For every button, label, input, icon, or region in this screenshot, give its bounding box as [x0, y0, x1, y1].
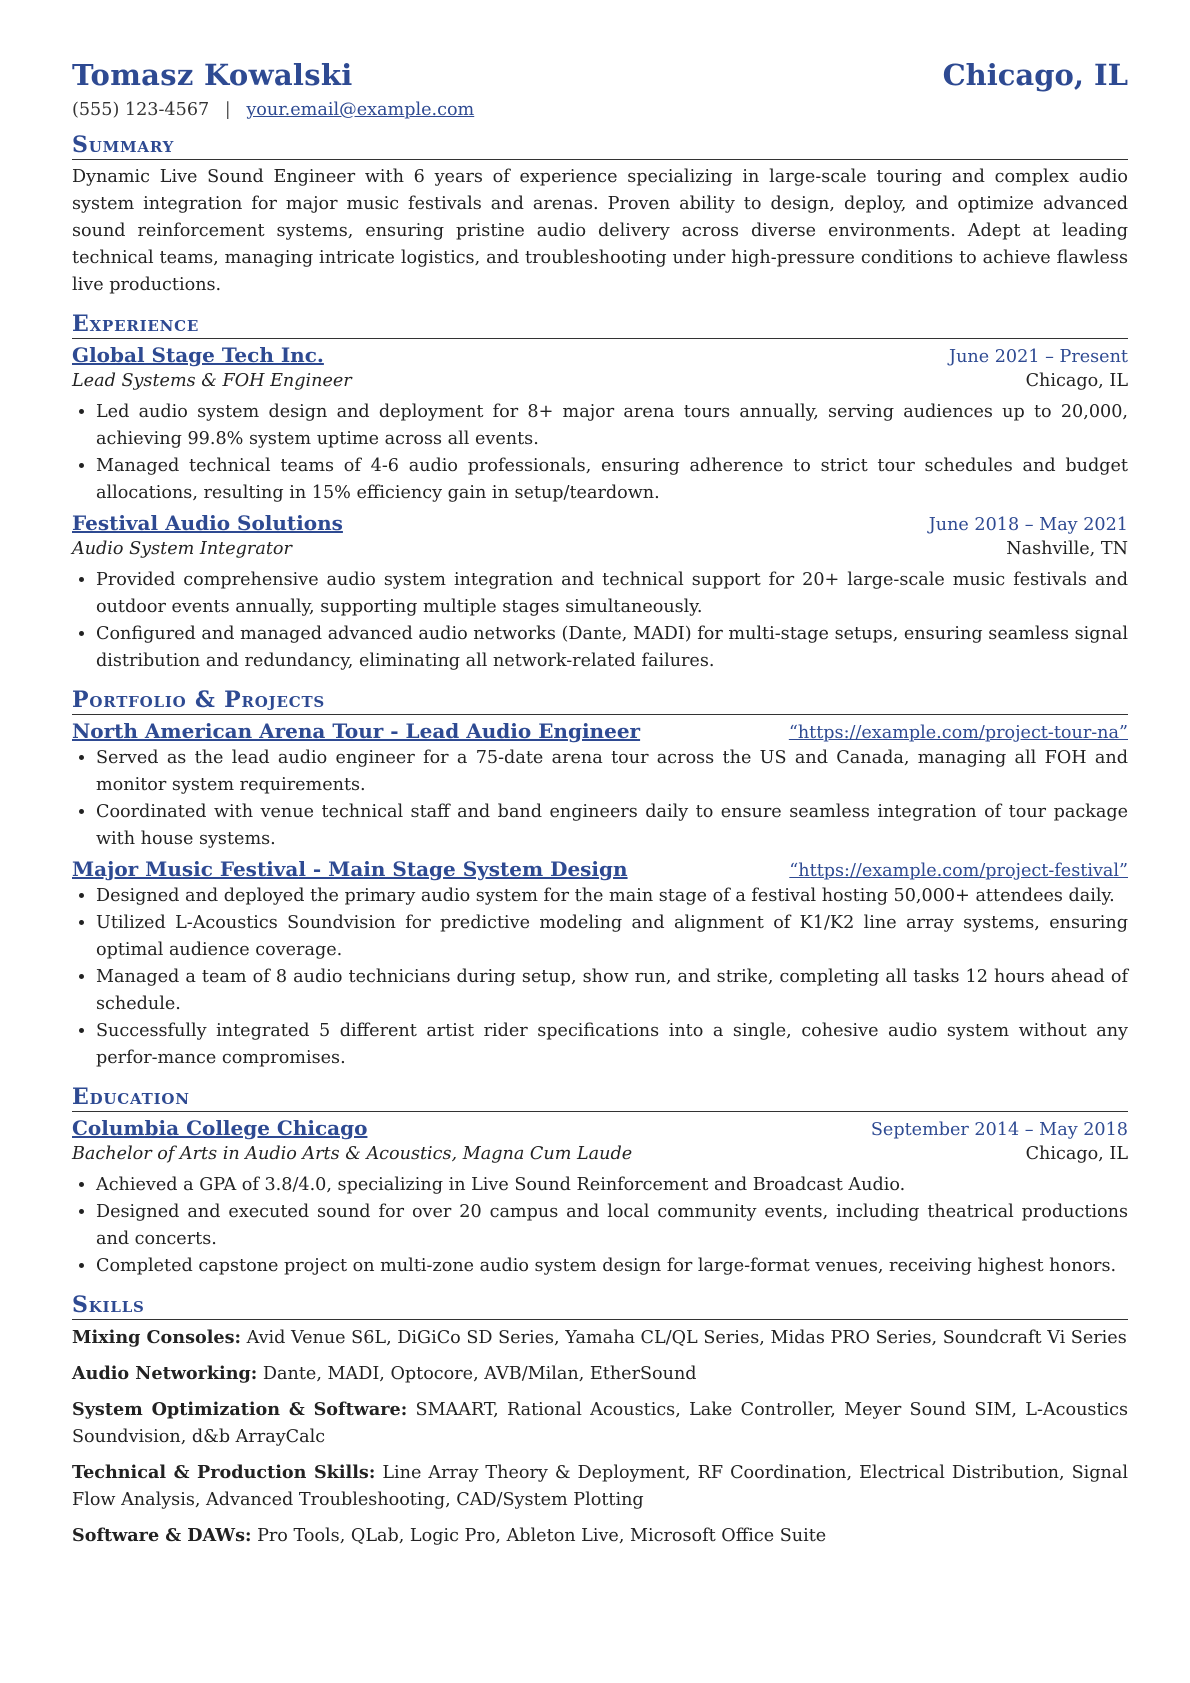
job-bullets [72, 567, 1128, 675]
degree-title: Bachelor of Arts in Audio Arts & Acoustics, Magna Cum Laude [72, 1144, 633, 1164]
list-item: • Managed technical teams of 4-6 audio professionals, ensuring adherence to strict tour schedules and budget allocations, resulting in 15% efficiency gain in setup/teardown. [96, 453, 1128, 507]
list-item: • Served as the lead audio engineer for a 75-date arena tour across the US and Canada, managing all FOH and monitor system requirements. [96, 745, 1128, 799]
summary-text: Dynamic Live Sound Engineer with 6 years of experience specializing in large-scale touring and complex audio system integration for major music festivals and arenas. Proven ability to design, deploy, and optimize advanced sound reinforcement systems, ensuring pristine audio delivery across diverse environments. Adept at leading technical teams, managing intricate logistics, and troubleshooting under high-pressure conditions to achieve flawless live productions. [72, 167, 1128, 295]
list-item: • Led audio system design and deployment for 8+ major arena tours annually, serving audiences up to 20,000, achieving 99.8% system uptime across all events. [96, 399, 1128, 453]
skills-list [72, 1324, 1128, 1550]
education-section [72, 1084, 1128, 1280]
skills-section [72, 1292, 1128, 1550]
job-location: Chicago, IL [1025, 371, 1128, 391]
skill-row [72, 1324, 1128, 1352]
list-item: • Coordinated with venue technical staff and band engineers daily to ensure seamless integration of tour package with house systems. [96, 799, 1128, 853]
summary-section [72, 132, 1128, 299]
list-item: • Designed and deployed the primary audio system for the main stage of a festival hosting 50,000+ attendees daily. [96, 883, 1128, 910]
projects-section [72, 687, 1128, 1072]
contact-separator: | [224, 100, 231, 120]
resume-page [72, 58, 1128, 1550]
project-title[interactable]: North American Arena Tour - Lead Audio Engineer [72, 719, 641, 743]
company-name[interactable]: Festival Audio Solutions [72, 511, 343, 535]
skill-row [72, 1459, 1128, 1514]
education-dates: September 2014 – May 2018 [870, 1120, 1128, 1140]
candidate-name: Tomasz Kowalski [72, 58, 353, 92]
list-item: • Designed and executed sound for over 20 campus and local community events, including theatrical productions and concerts. [96, 1199, 1128, 1253]
section-title-skills: Skills [72, 1292, 1128, 1320]
skill-label: Software & DAWs: [72, 1525, 252, 1546]
skill-row [72, 1522, 1128, 1550]
project-bullets [72, 745, 1128, 853]
section-title-summary: Summary [72, 132, 1128, 160]
company-name[interactable]: Global Stage Tech Inc. [72, 343, 324, 367]
job-bullets [72, 399, 1128, 507]
skill-label: System Optimization & Software: [72, 1399, 408, 1420]
experience-section [72, 311, 1128, 675]
skill-label: Audio Networking: [72, 1363, 258, 1384]
list-item: • Achieved a GPA of 3.8/4.0, specializing in Live Sound Reinforcement and Broadcast Audio. [96, 1172, 1128, 1199]
email-link[interactable]: your.email@example.com [246, 100, 475, 120]
experience-entry [72, 511, 1128, 675]
skill-value: Dante, MADI, Optocore, AVB/Milan, EtherSound [262, 1364, 697, 1384]
section-title-projects: Portfolio & Projects [72, 687, 1128, 715]
skill-value: SMAART, Rational Acoustics, Lake Controller, Meyer Sound SIM, L-Acoustics Soundvision, d&b ArrayCalc [72, 1400, 1129, 1447]
job-dates: June 2021 – Present [949, 347, 1128, 367]
section-title-education: Education [72, 1084, 1128, 1112]
skill-row [72, 1396, 1128, 1451]
candidate-location: Chicago, IL [942, 58, 1128, 92]
education-entry [72, 1116, 1128, 1280]
school-name[interactable]: Columbia College Chicago [72, 1116, 368, 1140]
project-entry [72, 857, 1128, 1072]
skill-value: Pro Tools, QLab, Logic Pro, Ableton Live, Microsoft Office Suite [257, 1526, 827, 1546]
project-link[interactable]: “https://example.com/project-tour-na” [788, 723, 1128, 743]
skill-value: Avid Venue S6L, DiGiCo SD Series, Yamaha CL/QL Series, Midas PRO Series, Soundcraft Vi Series [246, 1328, 1127, 1348]
project-link[interactable]: “https://example.com/project-festival” [789, 861, 1128, 881]
resume-header [72, 58, 1128, 92]
skill-label: Technical & Production Skills: [72, 1462, 376, 1483]
skill-value: Line Array Theory & Deployment, RF Coordination, Electrical Distribution, Signal Flow Analysis, Advanced Troubleshooting, CAD/System Plotting [72, 1463, 1129, 1510]
experience-entry [72, 343, 1128, 507]
education-location: Chicago, IL [1025, 1144, 1128, 1164]
job-dates: June 2018 – May 2021 [928, 515, 1128, 535]
list-item: • Successfully integrated 5 different artist rider specifications into a single, cohesive audio system without any perfor-mance compromises. [96, 1018, 1128, 1072]
skill-row [72, 1360, 1128, 1388]
list-item: • Utilized L-Acoustics Soundvision for predictive modeling and alignment of K1/K2 line array systems, ensuring optimal audience coverage. [96, 910, 1128, 964]
job-location: Nashville, TN [1006, 539, 1128, 559]
education-bullets [72, 1172, 1128, 1280]
contact-line [72, 100, 1128, 120]
section-title-experience: Experience [72, 311, 1128, 339]
list-item: • Configured and managed advanced audio networks (Dante, MADI) for multi-stage setups, ensuring seamless signal distribution and redundancy, eliminating all network-related failures. [96, 621, 1128, 675]
list-item: • Completed capstone project on multi-zone audio system design for large-format venues, receiving highest honors. [96, 1253, 1128, 1280]
job-role: Audio System Integrator [72, 539, 292, 559]
job-role: Lead Systems & FOH Engineer [72, 371, 352, 391]
phone-number: (555) 123-4567 [72, 100, 210, 120]
project-bullets [72, 883, 1128, 1072]
list-item: • Managed a team of 8 audio technicians during setup, show run, and strike, completing all tasks 12 hours ahead of schedule. [96, 964, 1128, 1018]
list-item: • Provided comprehensive audio system integration and technical support for 20+ large-scale music festivals and outdoor events annually, supporting multiple stages simultaneously. [96, 567, 1128, 621]
project-title[interactable]: Major Music Festival - Main Stage System Design [72, 857, 628, 881]
skill-label: Mixing Consoles: [72, 1327, 241, 1348]
project-entry [72, 719, 1128, 853]
